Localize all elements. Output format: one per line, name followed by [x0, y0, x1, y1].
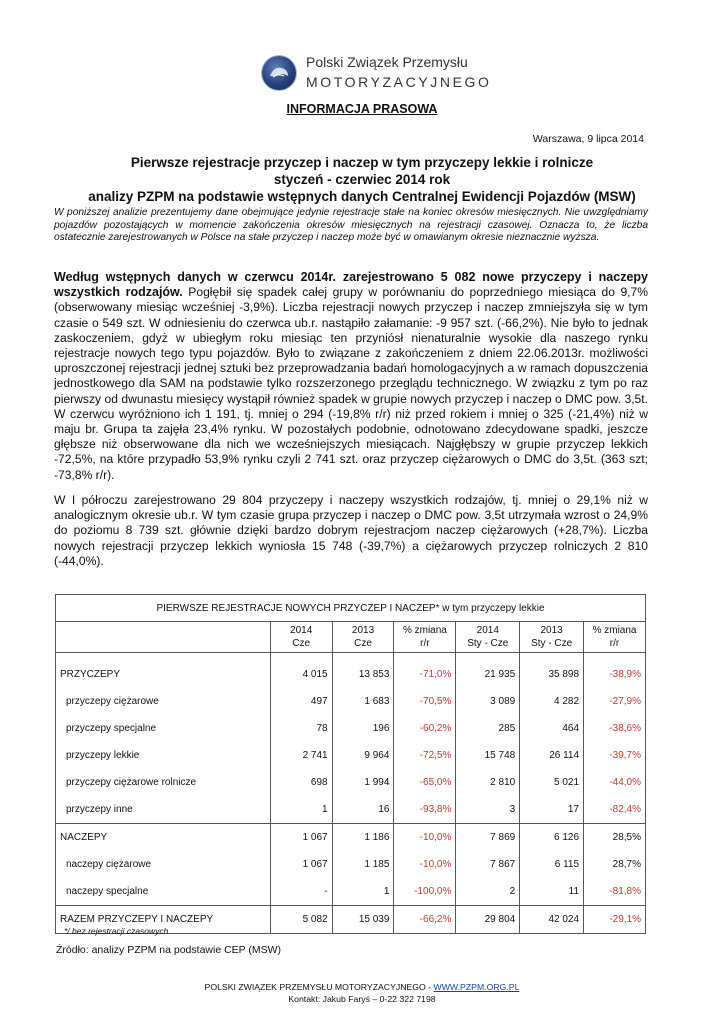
cell: 1 683 [332, 688, 394, 715]
row-label: przyczepy specjalne [56, 715, 271, 742]
row-label: przyczepy ciężarowe rolnicze [56, 769, 271, 796]
website-link[interactable]: WWW.PZPM.ORG.PL [433, 982, 520, 992]
registrations-table [55, 594, 646, 934]
row-label: naczepy specjalne [56, 878, 271, 906]
table-header-row [56, 622, 646, 653]
cell: -39,7% [584, 742, 646, 769]
table-row [56, 878, 646, 906]
cell: 26 114 [520, 742, 584, 769]
col-header: 2013 Sty - Cze [520, 622, 584, 653]
table-caption: PIERWSZE REJESTRACJE NOWYCH PRZYCZEP I NACZEP* w tym przyczepy lekkie [56, 595, 646, 622]
cell: 2 741 [270, 742, 332, 769]
cell: 21 935 [456, 661, 520, 688]
cell: -10,0% [394, 824, 456, 852]
col-header: % zmiana r/r [584, 622, 646, 653]
headline-line1: Pierwsze rejestracje przyczep i naczep w tym przyczepy lekkie i rolnicze [130, 155, 594, 170]
cell: 2 [456, 878, 520, 906]
col-header: % zmiana r/r [394, 622, 456, 653]
row-label: naczepy ciężarowe [56, 851, 271, 878]
table-row [56, 824, 646, 852]
paragraph-half-year: W I półroczu zarejestrowano 29 804 przyczepy i naczepy wszystkich rodzajów, tj. mniej o 29,1% niż w analogicznym okresie ub.r. W tym czasie grupa przyczep i naczep o DMC pow. 3,5t utrzymała wzrost o 24,9% do poziomu 8 739 szt. głównie dzięki bardzo dobrym rejestracjom naczep ciężarowych (+28,7%). Liczba nowych rejestracji przyczep lekkich wyniosła 15 748 (-39,7%) a ciężarowych przyczep rolniczych 2 810 (-44,0%). [54, 493, 648, 568]
cell: 1 067 [270, 824, 332, 852]
table-row [56, 661, 646, 688]
pzpm-logo [260, 50, 492, 96]
footer-org-name: POLSKI ZWIĄZEK PRZEMYSŁU MOTORYZACYJNEGO - [204, 982, 434, 992]
cell: 196 [332, 715, 394, 742]
headline-line3: analizy PZPM na podstawie wstępnych danych Centralnej Ewidencji Pojazdów (MSW) [88, 189, 636, 204]
cell: -38,9% [584, 661, 646, 688]
cell: -65,0% [394, 769, 456, 796]
source-note: Źródło: analizy PZPM na podstawie CEP (MSW) [56, 944, 282, 956]
cell: 9 964 [332, 742, 394, 769]
cell: -82,4% [584, 796, 646, 824]
row-label: przyczepy lekkie [56, 742, 271, 769]
cell: 15 748 [456, 742, 520, 769]
cell: 7 869 [456, 824, 520, 852]
cell: 35 898 [520, 661, 584, 688]
pzpm-emblem-icon [262, 56, 296, 90]
paragraph-june [54, 270, 648, 483]
cell: -60,2% [394, 715, 456, 742]
cell: -66,2% [394, 906, 456, 934]
cell: 28,5% [584, 824, 646, 852]
cell: 29 804 [456, 906, 520, 934]
press-release-title: INFORMACJA PRASOWA [286, 102, 438, 116]
col-header: 2014 Sty - Cze [456, 622, 520, 653]
table-row [56, 688, 646, 715]
cell: -100,0% [394, 878, 456, 906]
table-row [56, 796, 646, 824]
col-header: 2013 Cze [332, 622, 394, 653]
cell: 1 185 [332, 851, 394, 878]
paragraph-june-body: Pogłębił się spadek całej grupy w porównaniu do poprzedniego miesiąca do 9,7% (obserwowany miesiąc wcześniej -3,9%). Liczba rejestracji nowych przyczep i naczep zmniejszyła się w tym czasie o 549 szt. W odniesieniu do czerwca ub.r. nastąpiło załamanie: -9 957 szt. (-66,2%). Nie było to jednak zaskoczeniem, gdyż w ubiegłym roku miesiąc ten przyniósł nienaturalnie wysokie dla naszego rynku rejestracje nowych tego typu pojazdów. Było to związane z zakończeniem z dniem 22.06.2013r. możliwości uproszczonej rejestracji jednej sztuki bez przeprowadzania badań homologacyjnych a w ramach dopuszczenia jednostkowego dla SAM na podstawie tylko rozszerzonego przeglądu technicznego. W związku z tym po raz pierwszy od dwunastu miesięcy wystąpił również spadek w grupie nowych przyczep i naczep o DMC pow. 3,5t. W czerwcu wyróżniono ich 1 191, tj. mniej o 294 (-19,8% r/r) niż przed rokiem i mniej o 325 (-21,4%) niż w maju br. Grupa ta zajęła 23,4% rynku. W pozostałych podobnie, odnotowano zdecydowane spadki, jeszcze głębsze niż obserwowane dla nich we wcześniejszych miesiącach. Najgłębszy w grupie przyczep lekkich -72,5%, na które przypadło 53,9% rynku czyli 2 741 szt. oraz przyczep ciężarowych o DMC do 3,5t. (363 szt; -73,8% r/r). [54, 285, 649, 482]
headline-line2: styczeń - czerwiec 2014 rok [273, 172, 451, 187]
cell: 4 015 [270, 661, 332, 688]
cell: 2 810 [456, 769, 520, 796]
cell: 285 [456, 715, 520, 742]
footer-org [0, 982, 724, 992]
paragraph-june-lead: Według wstępnych danych w czerwcu 2014r. zarejestrowano 5 082 nowe przyczepy i naczepy wszystkich rodzajów. [54, 270, 648, 300]
row-label: przyczepy ciężarowe [56, 688, 271, 715]
cell: 7 867 [456, 851, 520, 878]
cell: -71,0% [394, 661, 456, 688]
table-row [56, 715, 646, 742]
cell: 5 082 [270, 906, 332, 934]
cell: -81,8% [584, 878, 646, 906]
cell: 3 [456, 796, 520, 824]
cell: -29,1% [584, 906, 646, 934]
cell: -72,5% [394, 742, 456, 769]
row-label: NACZEPY [56, 824, 271, 852]
cell: 3 089 [456, 688, 520, 715]
cell: -27,9% [584, 688, 646, 715]
cell: 78 [270, 715, 332, 742]
cell: -70,5% [394, 688, 456, 715]
cell: -38,6% [584, 715, 646, 742]
cell: 4 282 [520, 688, 584, 715]
dateline: Warszawa, 9 lipca 2014 [532, 133, 644, 145]
row-label: przyczepy inne [56, 796, 271, 824]
cell: 6 126 [520, 824, 584, 852]
logo-text-line1: Polski Związek Przemysłu [306, 54, 468, 70]
cell: 1 186 [332, 824, 394, 852]
cell: 13 853 [332, 661, 394, 688]
cell: 6 115 [520, 851, 584, 878]
cell: 1 994 [332, 769, 394, 796]
cell: -93,8% [394, 796, 456, 824]
cell: 1 [332, 878, 394, 906]
cell: 1 067 [270, 851, 332, 878]
cell: 11 [520, 878, 584, 906]
table-row [56, 742, 646, 769]
cell: -44,0% [584, 769, 646, 796]
cell: 15 039 [332, 906, 394, 934]
cell: 464 [520, 715, 584, 742]
footer-contact: Kontakt: Jakub Faryś – 0-22 322 7198 [288, 994, 436, 1004]
table-row [56, 769, 646, 796]
cell: 17 [520, 796, 584, 824]
cell: 698 [270, 769, 332, 796]
cell: 5 021 [520, 769, 584, 796]
table-footnote: */ bez rejestracji czasowych [64, 926, 169, 936]
cell: 42 024 [520, 906, 584, 934]
cell: 1 [270, 796, 332, 824]
cell: 497 [270, 688, 332, 715]
cell: 16 [332, 796, 394, 824]
row-label: PRZYCZEPY [56, 661, 271, 688]
row-label: RAZEM PRZYCZEPY I NACZEPY [56, 906, 271, 934]
table-header-blank [56, 622, 271, 653]
col-header: 2014 Cze [270, 622, 332, 653]
cell: -10,0% [394, 851, 456, 878]
table-row [56, 851, 646, 878]
logo-text-line2: MOTORYZACYJNEGO [306, 74, 492, 90]
cell: 28,7% [584, 851, 646, 878]
methodology-note: W poniższej analizie prezentujemy dane obejmujące jedynie rejestracje stałe na koniec okresów miesięcznych. Nie uwzględniamy pojazdów pozostających w momencie zakończenia okresów miesięcznych na rejestracji czasowej. Oznacza to, że liczba ostatecznie zarejestrowanych w Polsce na stałe przyczep i naczep może być w omawianym okresie nieznacznie wyższa. [54, 207, 648, 244]
cell: - [270, 878, 332, 906]
